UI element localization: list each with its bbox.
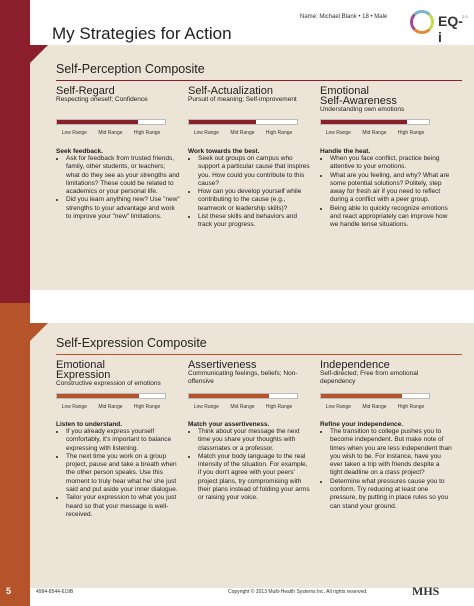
strategy-list: [188, 428, 312, 503]
strategy-emotional-expression: [56, 421, 180, 519]
strategy-self-actualization: [188, 148, 312, 230]
strategy-self-regard: [56, 148, 180, 221]
score-bar: [320, 119, 430, 125]
corner-tab-top: [30, 45, 48, 63]
strategy-assertiveness: [188, 421, 312, 503]
strategy-title: Work towards the best.: [188, 148, 260, 155]
logo-text: EQ-i: [438, 13, 463, 45]
copyright-text: Copyright © 2013 Multi-Health Systems Inc. All rights reserved.: [228, 589, 368, 595]
strategy-emotional-self-awareness: [320, 148, 452, 230]
skill-emotional-expression: [56, 360, 178, 388]
skill-name-line2: Expression: [56, 369, 111, 381]
skill-self-actualization: [188, 86, 310, 104]
tick-mid: Mid Range: [98, 404, 123, 410]
strategy-bullet: • What are you feeling, and why? What are some potential solutions? Politely, step away for fresh air if you need to reflect during a conflict with a peer group.: [330, 172, 452, 205]
skill-name: Independence: [320, 359, 390, 371]
skill-independence: [320, 360, 450, 386]
strategy-list: [56, 428, 180, 519]
strategy-bullet: • Determine what pressures cause you to conform. Try reducing at least one pressure, by putting in place rules so you can stand your ground.: [330, 478, 452, 511]
tick-low: Low Range: [193, 130, 219, 136]
tick-low: Low Range: [61, 404, 87, 410]
composite-title-self-expression: Self-Expression Composite: [56, 336, 207, 350]
range-labels: [188, 130, 298, 136]
tick-high: High Range: [133, 130, 161, 136]
range-labels: [56, 404, 166, 410]
score-bar: [188, 119, 298, 125]
strategy-bullet: • Did you learn anything new? Use "new" strengths to your advantage and work to improve your "new" limitations.: [66, 196, 180, 221]
tick-mid: Mid Range: [230, 130, 255, 136]
strategy-title: Seek feedback.: [56, 148, 103, 155]
strategy-title: Match your assertiveness.: [188, 421, 270, 428]
tick-high: High Range: [397, 130, 425, 136]
strategy-bullet: • List these skills and behaviors and track your progress.: [198, 213, 312, 230]
color-strip-bottom: [0, 303, 30, 606]
strategy-list: [320, 428, 452, 511]
tick-low: Low Range: [325, 404, 351, 410]
tick-low: Low Range: [193, 404, 219, 410]
tick-mid: Mid Range: [362, 404, 387, 410]
skill-name: Assertiveness: [188, 359, 257, 371]
tick-high: High Range: [265, 130, 293, 136]
page-number: 5: [6, 586, 12, 596]
score-bar-fill: [189, 394, 269, 398]
respondent-info: Name: Michael Blank • 18 • Male: [300, 14, 388, 20]
skill-assertiveness: [188, 360, 310, 386]
skill-name-line2: Self-Awareness: [320, 95, 397, 107]
skill-name: Self-Regard: [56, 85, 115, 97]
skill-name: Emotional: [320, 85, 369, 97]
strategy-bullet: • The transition to college pushes you to become independent. But make note of times when you are less independent than you wish to be. For instance, have you ever taken a trip with friends despite a tight deadline on a class project?: [330, 428, 452, 478]
score-bar: [320, 393, 430, 399]
strategy-bullet: • Seek out groups on campus who support a particular cause that inspires you. How could you contribute to this cause?: [198, 155, 312, 188]
skill-name: Emotional: [56, 359, 105, 371]
score-bar: [56, 393, 166, 399]
report-code: 4994-8544-619B: [36, 589, 74, 595]
strategy-title: Handle the heat.: [320, 148, 371, 155]
strategy-list: [320, 155, 452, 230]
range-labels: [320, 404, 430, 410]
corner-tab-bottom: [30, 323, 48, 341]
skill-description: Understanding own emotions: [320, 106, 405, 113]
mhs-logo: MHS: [412, 584, 440, 598]
composite-title-self-perception: Self-Perception Composite: [56, 62, 205, 76]
skill-self-regard: [56, 86, 178, 104]
tick-mid: Mid Range: [98, 130, 123, 136]
score-bar-fill: [321, 394, 402, 398]
skill-description: Self-directed; Free from emotional dependency: [320, 370, 419, 385]
tick-mid: Mid Range: [230, 404, 255, 410]
page-title: My Strategies for Action: [52, 24, 232, 43]
strategy-title: Listen to understand.: [56, 421, 123, 428]
skill-description: Respecting oneself; Confidence: [56, 96, 148, 103]
logo-version: 2.0: [462, 14, 468, 19]
range-labels: [188, 404, 298, 410]
strategy-bullet: • Ask for feedback from trusted friends, family, other students, or teachers; what do they see as your strengths and limitations? These could be related to academics or your personal life.: [66, 155, 180, 196]
tick-high: High Range: [265, 404, 293, 410]
eqi-logo: [410, 8, 468, 45]
tick-mid: Mid Range: [362, 130, 387, 136]
strategy-list: [188, 155, 312, 230]
composite-divider: [56, 354, 462, 355]
strategy-bullet: • If you already express yourself comfortably, it's important to balance expressing with listening.: [66, 428, 180, 453]
score-bar-fill: [57, 120, 138, 124]
tick-low: Low Range: [61, 130, 87, 136]
range-labels: [56, 130, 166, 136]
skill-name: Self-Actualization: [188, 85, 273, 97]
score-bar: [56, 119, 166, 125]
strategy-bullet: • When you face conflict, practice being attentive to your emotions.: [330, 155, 452, 172]
eqi-ring-icon: [410, 10, 434, 34]
color-strip-top: [0, 0, 30, 303]
strategy-bullet: • Think about your message the next time you share your thoughts with classmates or a professor.: [198, 428, 312, 453]
score-bar-fill: [57, 394, 139, 398]
skill-description: Communicating feelings, beliefs; Non-offensive: [188, 370, 298, 385]
skill-emotional-self-awareness: [320, 86, 450, 114]
tick-low: Low Range: [325, 130, 351, 136]
skill-description: Constructive expression of emotions: [56, 380, 161, 387]
strategy-bullet: • Tailor your expression to what you just heard so that your message is well-received.: [66, 494, 180, 519]
strategy-independence: [320, 421, 452, 511]
skill-description: Pursuit of meaning; Self-improvement: [188, 96, 297, 103]
strategy-bullet: • Match your body language to the real intensity of the situation. For example, if you don't agree with your peers' project plans, try compromising with their plans instead of folding your arms or raising your voice.: [198, 453, 312, 503]
tick-high: High Range: [397, 404, 425, 410]
strategy-bullet: • The next time you work on a group project, pause and take a breath when the other person speaks. Use this moment to truly hear what he/ she just said and put aside your inner dialogue.: [66, 453, 180, 494]
tick-high: High Range: [133, 404, 161, 410]
strategy-title: Refine your independence.: [320, 421, 404, 428]
strategy-bullet: • Being able to quickly recognize emotions and react appropriately can improve how we handle tense situations.: [330, 205, 452, 230]
score-bar-fill: [189, 120, 256, 124]
composite-divider: [56, 80, 462, 81]
strategy-bullet: • How can you develop yourself while contributing to the cause (e.g., teamwork or leadership skills)?: [198, 188, 312, 213]
range-labels: [320, 130, 430, 136]
score-bar: [188, 393, 298, 399]
strategy-list: [56, 155, 180, 221]
score-bar-fill: [321, 120, 407, 124]
